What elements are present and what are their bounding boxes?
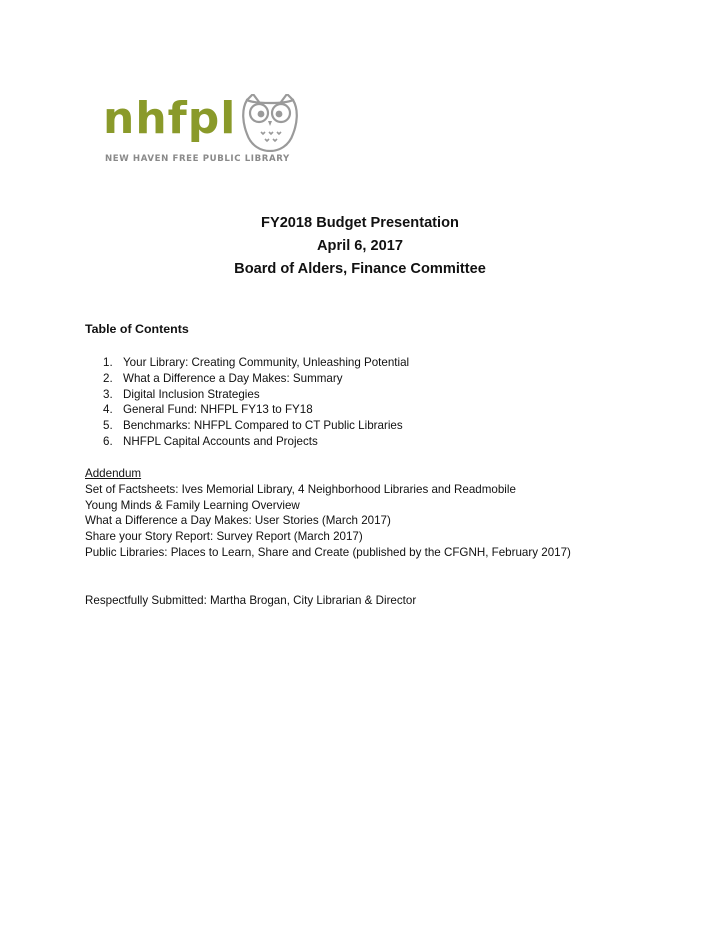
toc-item-number: 1. <box>103 356 113 369</box>
toc-item <box>85 402 409 418</box>
addendum-item: Public Libraries: Places to Learn, Share and Create (published by the CFGNH, February 2017) <box>85 545 571 559</box>
toc-item-number: 4. <box>103 403 113 417</box>
toc-item-text: General Fund: NHFPL FY13 to FY18 <box>123 403 313 417</box>
addendum-item: Set of Factsheets: Ives Memorial Library, 4 Neighborhood Libraries and Readmobile <box>85 482 516 496</box>
signature-line: Respectfully Submitted: Martha Brogan, City Librarian & Director <box>85 594 417 607</box>
toc-item <box>85 371 409 387</box>
toc-item-text: What a Difference a Day Makes: Summary <box>123 371 343 385</box>
toc-item-number: 2. <box>103 371 113 385</box>
logo-tagline: NEW HAVEN FREE PUBLIC LIBRARY <box>105 154 290 164</box>
addendum-section <box>85 466 571 561</box>
toc-item <box>85 355 409 371</box>
toc-item-text: Benchmarks: NHFPL Compared to CT Public Libraries <box>123 419 403 433</box>
toc-item <box>85 434 409 450</box>
toc-item-text: Your Library: Creating Community, Unleashing Potential <box>123 356 410 369</box>
title-block <box>0 212 720 281</box>
addendum-heading: Addendum <box>85 467 142 480</box>
addendum-item: What a Difference a Day Makes: User Stories (March 2017) <box>85 514 391 528</box>
document-date: April 6, 2017 <box>317 238 403 254</box>
document-audience: Board of Alders, Finance Committee <box>234 261 486 277</box>
toc-item-number: 3. <box>103 387 113 401</box>
owl-icon <box>239 94 301 152</box>
toc-item-text: NHFPL Capital Accounts and Projects <box>123 434 318 448</box>
logo-wordmark: nhfpl <box>103 93 237 144</box>
addendum-item: Share your Story Report: Survey Report (March 2017) <box>85 530 363 544</box>
toc-item-number: 5. <box>103 419 113 433</box>
toc-item <box>85 387 409 403</box>
toc-item <box>85 418 409 434</box>
toc-heading: Table of Contents <box>85 322 189 336</box>
document-title: FY2018 Budget Presentation <box>261 215 459 231</box>
addendum-item: Young Minds & Family Learning Overview <box>85 498 300 512</box>
toc-item-number: 6. <box>103 434 113 448</box>
nhfpl-logo <box>103 94 303 170</box>
toc-item-text: Digital Inclusion Strategies <box>123 387 260 401</box>
toc-list <box>85 355 409 450</box>
